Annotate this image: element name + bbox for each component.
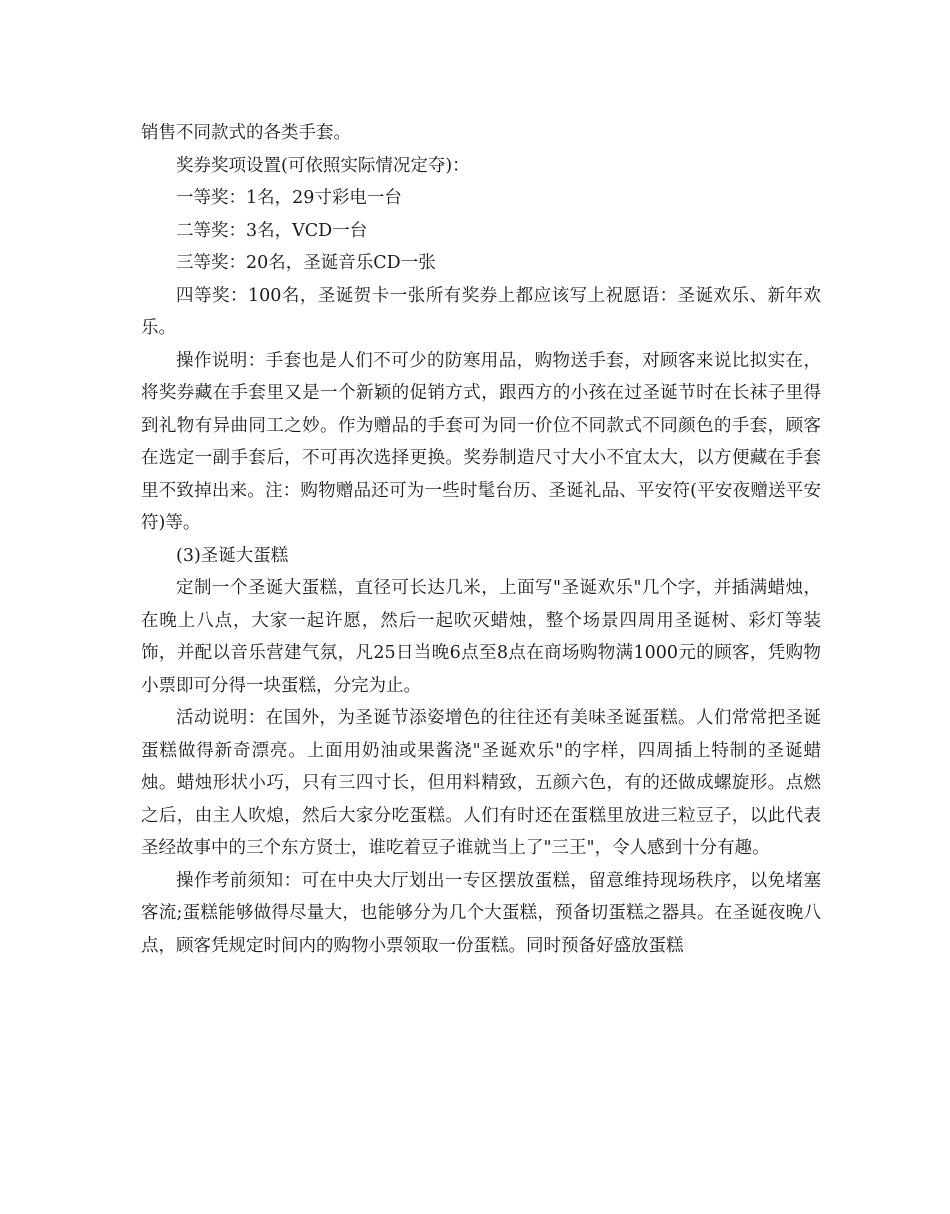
paragraph: 操作考前须知：可在中央大厅划出一专区摆放蛋糕，留意维持现场秩序，以免堵塞客流;蛋糕能够做得尽量大，也能够分为几个大蛋糕，预备切蛋糕之器具。在圣诞夜晚八点，顾客凭规定时间内的购物小票领取一份蛋糕。同时预备好盛放蛋糕 xyxy=(141,870,821,956)
paragraph: 一等奖：1名，29寸彩电一台 xyxy=(176,188,402,208)
paragraph: 三等奖：20名，圣诞音乐CD一张 xyxy=(176,253,436,273)
document-body xyxy=(141,117,821,962)
paragraph: 操作说明：手套也是人们不可少的防寒用品，购物送手套，对顾客来说比拟实在，将奖券藏在手套里又是一个新颖的促销方式，跟西方的小孩在过圣诞节时在长袜子里得到礼物有异曲同工之妙。作为赠品的手套可为同一价位不同款式不同颜色的手套，顾客在选定一副手套后，不可再次选择更换。奖券制造尺寸大小不宜太大，以方便藏在手套里不致掉出来。注：购物赠品还可为一些时髦台历、圣诞礼品、平安符(平安夜赠送平安符)等。 xyxy=(141,350,821,533)
paragraph: 奖券奖项设置(可依照实际情况定夺)： xyxy=(176,155,470,176)
section-heading: (3)圣诞大蛋糕 xyxy=(176,545,289,566)
paragraph: 销售不同款式的各类手套。 xyxy=(141,123,351,143)
paragraph: 活动说明：在国外，为圣诞节添姿增色的往往还有美味圣诞蛋糕。人们常常把圣诞蛋糕做得新奇漂亮。上面用奶油或果酱浇"圣诞欢乐"的字样，四周插上特制的圣诞蜡烛。蜡烛形状小巧，只有三四寸长，但用料精致，五颜六色，有的还做成螺旋形。点燃之后，由主人吹熄，然后大家分吃蛋糕。人们有时还在蛋糕里放进三粒豆子，以此代表圣经故事中的三个东方贤士，谁吃着豆子谁就当上了"三王"，令人感到十分有趣。 xyxy=(141,708,821,858)
paragraph: 四等奖：100名，圣诞贺卡一张所有奖券上都应该写上祝愿语：圣诞欢乐、新年欢乐。 xyxy=(141,285,821,338)
paragraph: 二等奖：3名，VCD一台 xyxy=(176,220,368,241)
paragraph: 定制一个圣诞大蛋糕，直径可长达几米，上面写"圣诞欢乐"几个字，并插满蜡烛，在晚上八点，大家一起许愿，然后一起吹灭蜡烛，整个场景四周用圣诞树、彩灯等装饰，并配以音乐营建气氛，凡25日当晚6点至8点在商场购物满1000元的顾客，凭购物小票即可分得一块蛋糕，分完为止。 xyxy=(141,578,821,696)
